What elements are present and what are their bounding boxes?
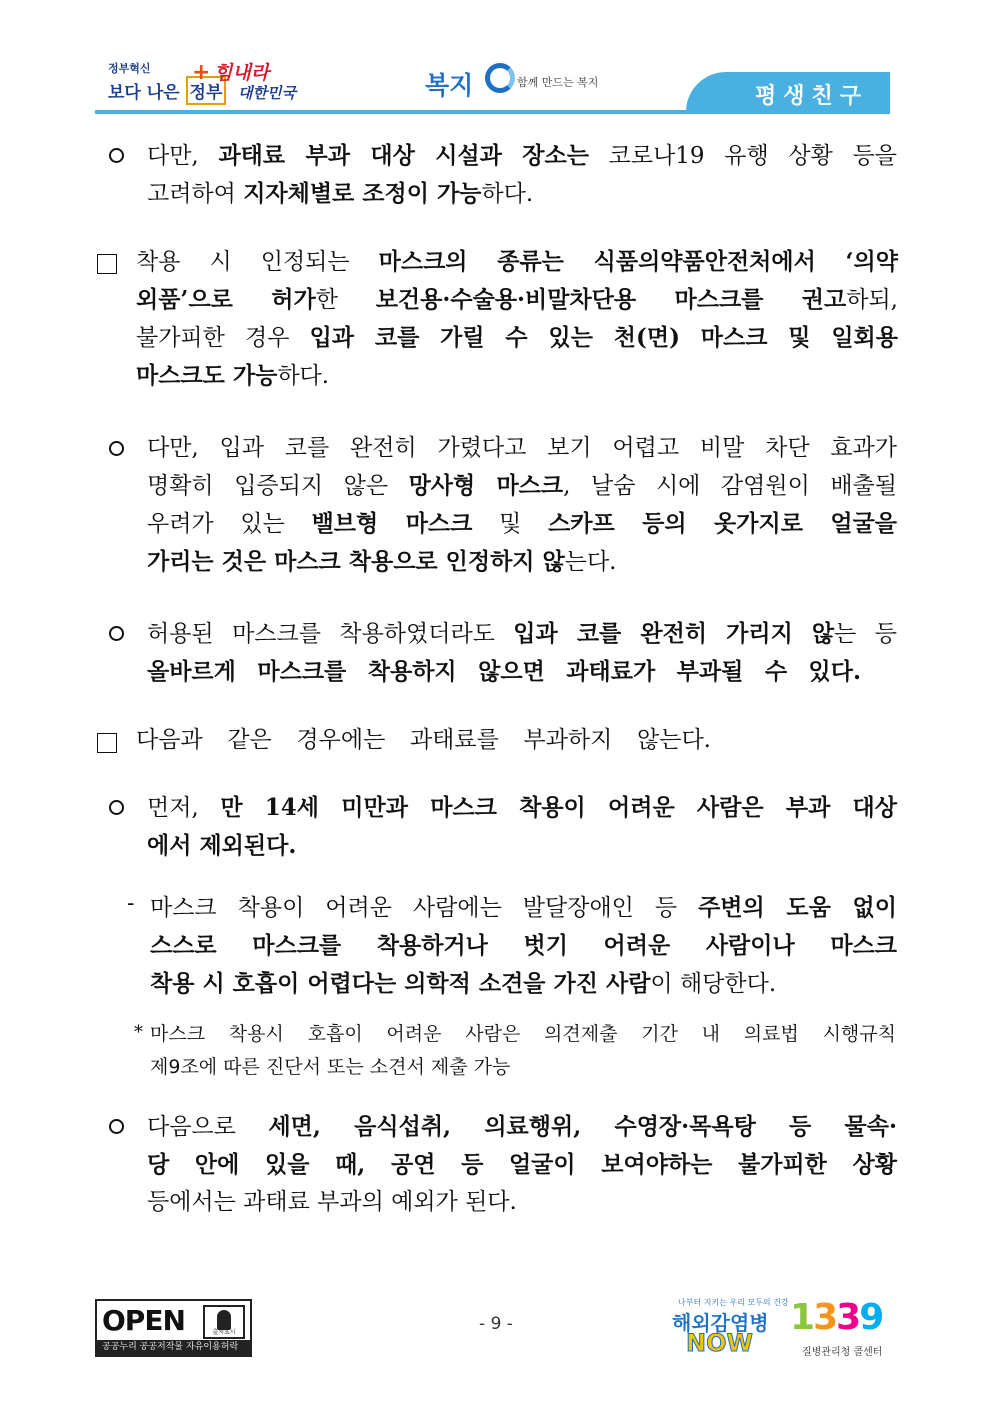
header-tab: [686, 72, 890, 114]
text-line: 명확히 입증되지 않은 망사형 마스크, 날숨 시에 감염원이 배출될: [147, 472, 897, 499]
text-line: 에서 제외된다.: [147, 832, 297, 859]
paragraph-under-14: [147, 789, 897, 865]
text-line: 허용된 마스크를 착용하였더라도 입과 코를 완전히 가리지 않는 등: [147, 620, 897, 647]
text-line: 고려하여 지자체별로 조정이 가능하다.: [147, 180, 534, 207]
gov-innovation-logo-small: 정부혁신: [108, 62, 151, 75]
text-line: 다만, 과태료 부과 대상 시설과 장소는 코로나19 유행 상황 등을: [147, 142, 898, 169]
text-line: 착용 시 호흡이 어렵다는 의학적 소견을 가진 사람이 해당한다.: [150, 970, 777, 997]
header-tab-label: 평생친구: [754, 84, 868, 109]
asterisk-bullet: *: [134, 1022, 143, 1043]
gov-innovation-logo: [108, 58, 223, 106]
welfare-logo: 복지 함께 만드는 복지: [425, 60, 625, 106]
text-line: 먼저, 만 14세 미만과 마스크 착용이 어려운 사람은 부과 대상: [147, 794, 897, 821]
square-bullet-icon: [97, 254, 117, 274]
square-bullet-icon: [97, 733, 117, 753]
page-number: - 9 -: [479, 1314, 513, 1334]
circle-bullet-icon: [109, 626, 124, 641]
attribution-box: 출처표시: [203, 1305, 245, 1339]
circle-bullet-icon: [109, 800, 124, 815]
footnote-documents: [150, 1018, 896, 1084]
circle-bullet-icon: [109, 1119, 124, 1134]
kogl-open-badge: OPEN 출처표시 공공누리 공공저작물 자유이용허락: [95, 1299, 252, 1357]
welfare-circle-icon: [485, 63, 515, 93]
text-line: 다음으로 세면, 음식섭취, 의료행위, 수영장·목욕탕 등 물속·: [147, 1113, 897, 1140]
text-line: 등에서는 과태료 부과의 예외가 된다.: [147, 1189, 517, 1215]
paragraph-exceptions-intro: [136, 722, 711, 759]
paragraph-mask-types: [136, 243, 898, 395]
cheer-up-korea-logo: 힘내라 대한민국: [214, 62, 296, 102]
text-line: 우려가 있는 밸브형 마스크 및 스카프 등의 옷가지로 얼굴을: [147, 510, 898, 537]
text-line: 스스로 마스크를 착용하거나 벗기 어려운 사람이나 마스크: [150, 932, 897, 959]
text-line: 당 안에 있을 때, 공연 등 얼굴이 보여야하는 불가피한 상황: [147, 1151, 897, 1178]
dash-bullet: -: [127, 891, 135, 916]
plus-icon: +: [192, 60, 211, 85]
text-line: 올바르게 마스크를 착용하지 않으면 과태료가 부과될 수 있다.: [147, 658, 861, 685]
overseas-infection-now-logo: 나부터 지키는 우리 모두의 건강 해외감염병 NOW: [672, 1298, 789, 1357]
circle-bullet-icon: [109, 441, 124, 456]
kdca-callcenter-logo: 1339 질병관리청 콜센터: [790, 1297, 883, 1358]
paragraph-fine-facilities: [147, 137, 897, 213]
text-line: 마스크 착용시 호흡이 어려운 사람은 의견제출 기간 내 의료법 시행규칙: [150, 1023, 896, 1045]
paragraph-difficult-wearers: [150, 889, 897, 1003]
paragraph-other-exceptions: [147, 1108, 897, 1221]
text-line: 마스크도 가능하다.: [136, 362, 330, 389]
header-divider: [95, 110, 890, 114]
text-line: 제9조에 따른 진단서 또는 소견서 제출 가능: [150, 1056, 511, 1078]
text-line: 다음과 같은 경우에는 과태료를 부과하지 않는다.: [136, 727, 711, 753]
circle-bullet-icon: [109, 148, 124, 163]
text-line: 다만, 입과 코를 완전히 가렸다고 보기 어렵고 비말 차단 효과가: [147, 435, 897, 461]
text-line: 마스크 착용이 어려운 사람에는 발달장애인 등 주변의 도움 없이: [150, 894, 897, 921]
text-line: 외품’으로 허가한 보건용·수술용·비말차단용 마스크를 권고하되,: [136, 286, 898, 313]
text-line: 가리는 것은 마스크 착용으로 인정하지 않는다.: [147, 548, 617, 575]
paragraph-not-recognized-masks: [147, 430, 897, 581]
paragraph-improper-wearing: [147, 615, 897, 691]
callcenter-number: 1339: [790, 1297, 883, 1338]
gov-innovation-logo-main: 보다 나은 정부: [108, 76, 226, 105]
text-line: 불가피한 경우 입과 코를 가릴 수 있는 천(면) 마스크 및 일회용: [136, 324, 898, 351]
text-line: 착용 시 인정되는 마스크의 종류는 식품의약품안전처에서 ‘의약: [136, 248, 898, 275]
